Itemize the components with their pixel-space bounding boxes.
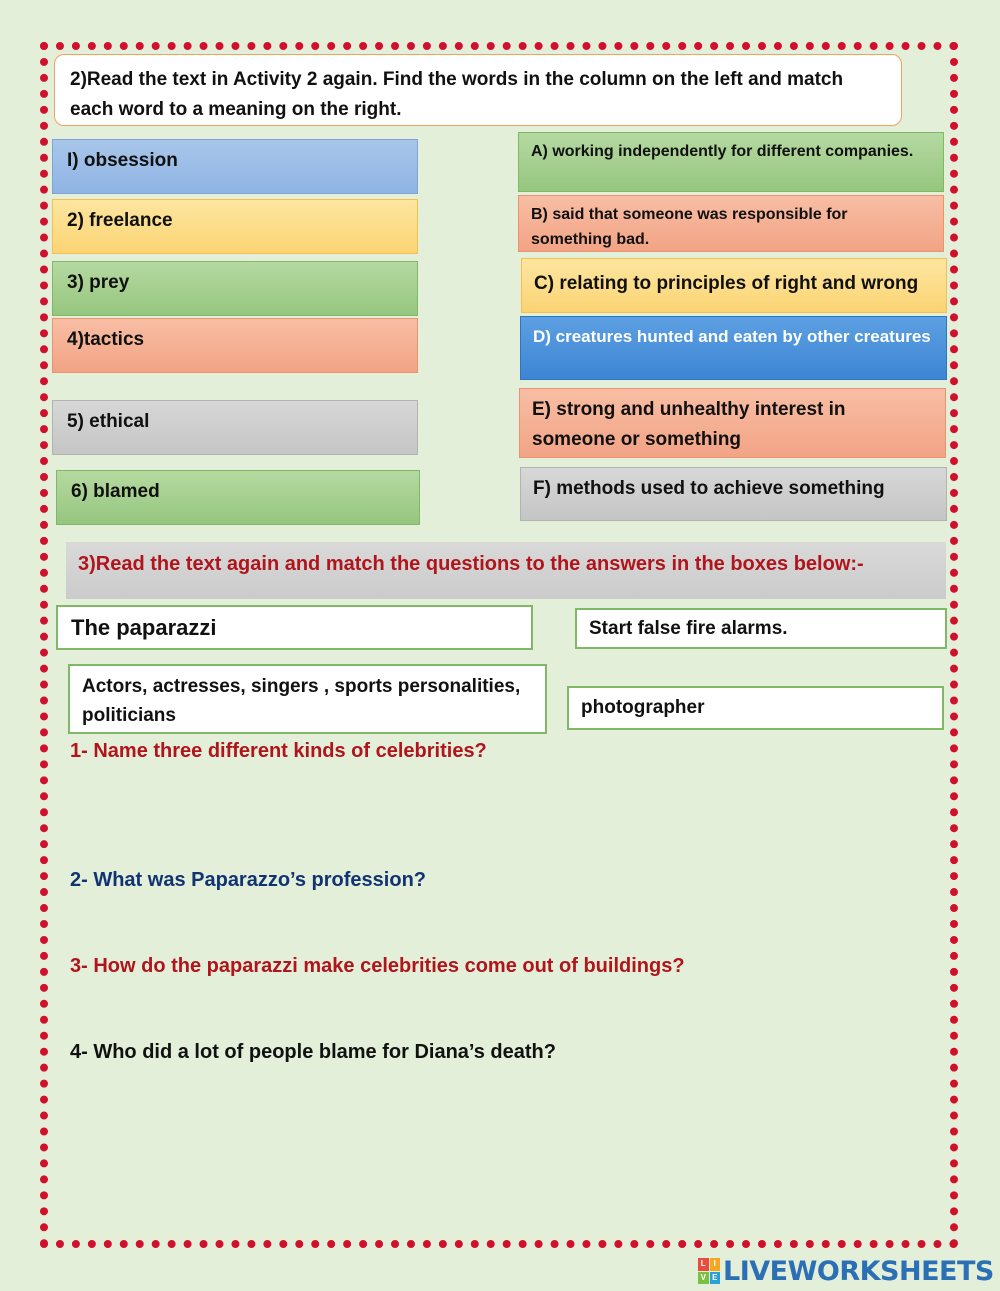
liveworksheets-logo-icon	[698, 1258, 720, 1284]
question-2: 2- What was Paparazzo’s profession?	[70, 869, 427, 891]
question-3: 3- How do the paparazzi make celebrities come out of buildings?	[70, 955, 685, 977]
logo-mark-letter: E	[710, 1272, 721, 1285]
logo-mark-letter: L	[698, 1258, 709, 1271]
activity2-instruction: 2)Read the text in Activity 2 again. Find the words in the column on the left and match each word to a meaning on the right.	[54, 54, 902, 126]
liveworksheets-logo	[698, 1256, 994, 1286]
question-4: 4- Who did a lot of people blame for Diana’s death?	[70, 1041, 556, 1063]
answer-box-celebrity-kinds[interactable]: Actors, actresses, singers , sports personalities, politicians	[68, 664, 547, 734]
word-tactics[interactable]: 4)tactics	[52, 318, 418, 373]
meaning-e[interactable]: E) strong and unhealthy interest in someone or something	[519, 388, 946, 458]
logo-text: LIVEWORKSHEETS	[723, 1255, 994, 1287]
answer-box-photographer[interactable]: photographer	[567, 686, 944, 730]
logo-mark-letter: V	[698, 1272, 709, 1285]
answer-box-the-paparazzi[interactable]: The paparazzi	[56, 605, 533, 650]
answer-box-false-fire-alarms[interactable]: Start false fire alarms.	[575, 608, 947, 649]
word-blamed[interactable]: 6) blamed	[56, 470, 420, 525]
logo-mark-letter: I	[710, 1258, 721, 1271]
word-prey[interactable]: 3) prey	[52, 261, 418, 316]
word-ethical[interactable]: 5) ethical	[52, 400, 418, 455]
meaning-f[interactable]: F) methods used to achieve something	[520, 467, 947, 521]
meaning-d[interactable]: D) creatures hunted and eaten by other creatures	[520, 316, 947, 380]
meaning-c[interactable]: C) relating to principles of right and wrong	[521, 258, 947, 313]
meaning-a[interactable]: A) working independently for different companies.	[518, 132, 944, 192]
word-freelance[interactable]: 2) freelance	[52, 199, 418, 254]
activity3-instruction: 3)Read the text again and match the questions to the answers in the boxes below:-	[66, 542, 946, 599]
question-1: 1- Name three different kinds of celebrities?	[70, 740, 487, 762]
meaning-b[interactable]: B) said that someone was responsible for something bad.	[518, 195, 944, 252]
word-obsession[interactable]: I) obsession	[52, 139, 418, 194]
